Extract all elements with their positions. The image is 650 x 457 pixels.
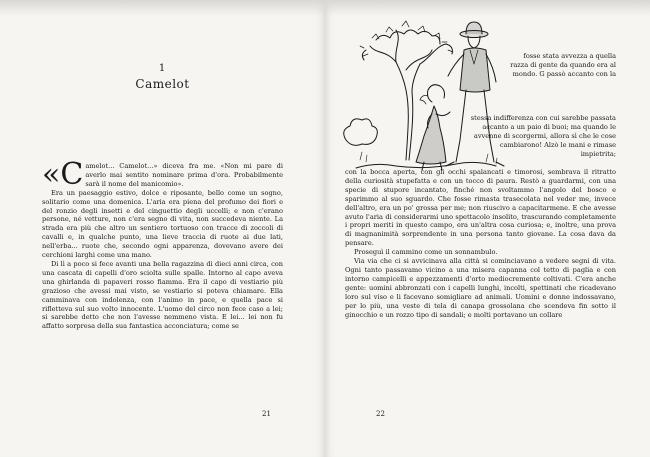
right-page-text: [345, 168, 616, 319]
left-page-text: [42, 157, 283, 331]
right-page-top-lines: fosse stata avvezza a quella razza di gente da quando era al mondo. G passò accanto con la: [510, 52, 616, 78]
page-number-left: 21: [262, 410, 271, 418]
drop-cap: «C: [42, 157, 84, 192]
paragraph: Via via che ci si avvicinava alla città si cominciavano a vedere segni di vita. Ogni tanto passavamo vicino a una misera capanna col tetto di paglia e con intorno campicelli e appezzamenti d'orto mediocremente coltivati. C'era anche gente: uomini abbronzati con i capelli lunghi, incolti, spettinati che ricadevano loro sul viso e li facevano somigliare ad animali. Uomini e donne indossavano, per lo più, una veste di tela di canapa grossolana che scendeva fin sotto il ginocchio e un rozzo tipo di sandali; e molti portavano un collare: [345, 257, 616, 319]
paragraph: amelot... Camelot...» diceva fra me. «Non mi pare di averlo mai sentito nominare prima d'ora. Probabilmente sarà il nome del manicomio».: [85, 162, 283, 188]
page-number-right: 22: [376, 410, 385, 418]
paragraph: Proseguì il cammino come un sonnambulo.: [354, 248, 498, 257]
chapter-number: 1: [158, 63, 167, 74]
paragraph: con la bocca aperta, con gli occhi spalancati e timorosi, sembrava il ritratto della curiosità stupefatta e con un tocco di paura. Restò a guardarmi, con una specie di stupore incantato, finché non svoltammo l'angolo del bosco e sparimmo al suo sguardo. Che fosse rimasta trasecolata nel veder me, invece dell'altro, era un po' grossa per me; non riuscivo a capacitarmene. E che avesse avuto l'aria di considerarmi uno spettacolo insolito, trascurando completamente i propri meriti in questo campo, era un'altra cosa curiosa; e, inoltre, una prova di magnanimità sorprendente in una persona tanto giovane. La cosa dava da pensare.: [345, 168, 616, 248]
right-page-mid-lines: stessa indifferenza con cui sarebbe passata accanto a un paio di buoi; ma quando le avvenne di scorgermi, allora sì che le cose cambiarono! Alzò le mani e rimase impietrita;: [470, 114, 616, 158]
top-shadow: [0, 0, 650, 16]
paragraph: Di lì a poco si fece avanti una bella ragazzina di dieci anni circa, con una cascata di capelli d'oro sciolta sulle spalle. Intorno al capo aveva una ghirlanda di papaveri rosso fiamma. Era il capo di vestiario più grazioso che avessi mai visto, se vestiario si poteva chiamare. Ella camminava con indolenza, con l'animo in pace, e quella pace si rifletteva sul suo volto innocente. L'uomo del circo non fece caso a lei; si sarebbe detto che non l'avesse nemmeno vista. E lei... lei non fu affatto sorpresa della sua fantastica acconciatura; come se: [42, 259, 283, 331]
paragraph: Era un paesaggio estivo, dolce e riposante, bello come un sogno, solitario come una domenica. L'aria era piena del profumo dei fiori e del ronzio degli insetti e del cinguettio degli uccelli; e non c'erano persone, né vetture, non c'era segno di vita, non succedeva niente. La strada era più che altro un sentiero tortuoso con tracce di zoccoli di cavalli e, in qualche punto, una lieve traccia di ruote ai due lati, nell'erba... ruote che, secondo ogni apparenza, dovevano avere dei cerchioni larghi come una mano.: [42, 188, 283, 260]
chapter-title: Camelot: [135, 77, 190, 91]
